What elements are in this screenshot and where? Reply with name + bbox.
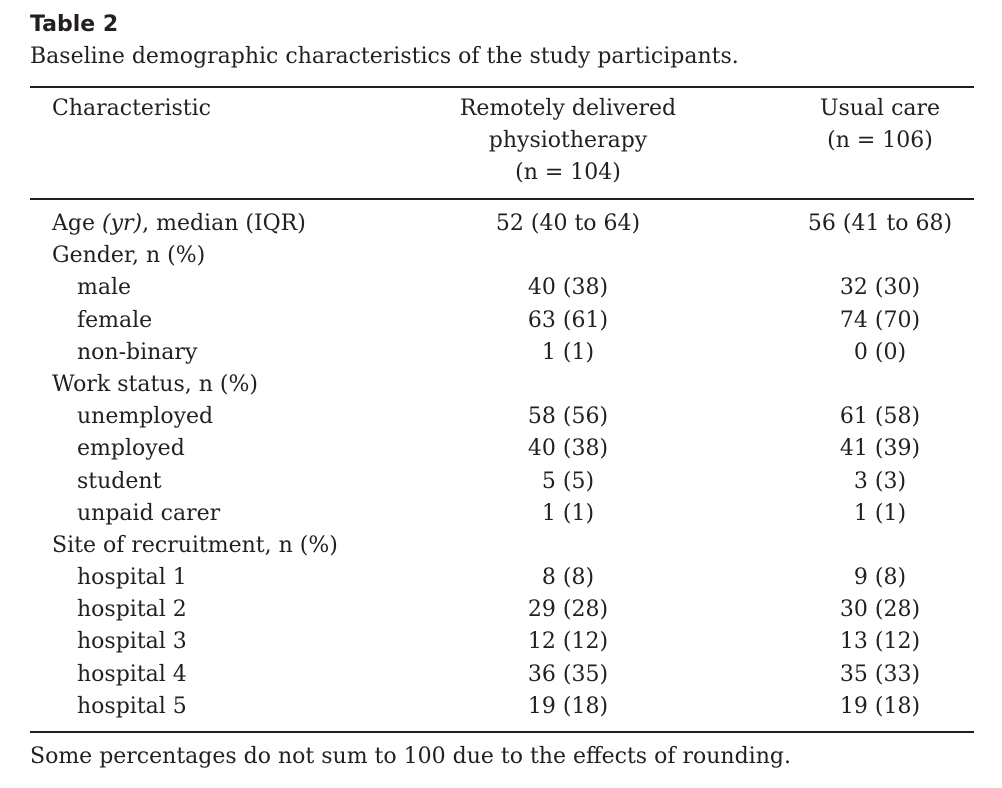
row-label-text: hospital 5 (77, 693, 187, 719)
cell-usual-care: 35 (33) (839, 661, 921, 687)
cell-remote-physiotherapy: 40 (38) (527, 436, 609, 462)
column-header-characteristic (52, 93, 211, 125)
cell-usual-care: 56 (41 to 68) (807, 211, 953, 236)
table-row (0, 530, 1002, 562)
table-header-rule (30, 198, 974, 200)
column-header-line: Characteristic (52, 96, 211, 121)
cell-remote-physiotherapy: 52 (40 to 64) (495, 211, 641, 236)
row-label-text: male (77, 275, 132, 301)
row-label (52, 369, 258, 401)
table-row (0, 208, 1002, 240)
column-header-line: (n = 106) (827, 128, 933, 153)
row-label-text: hospital 2 (77, 597, 187, 623)
cell-usual-care: 13 (12) (839, 629, 921, 655)
table-row (0, 240, 1002, 272)
row-label (77, 626, 187, 658)
column-header-line: Usual care (819, 96, 941, 121)
cell-remote-physiotherapy: 1 (1) (541, 339, 595, 365)
row-label (77, 401, 213, 433)
cell-remote-physiotherapy: 40 (38) (527, 275, 609, 301)
row-label (77, 659, 187, 691)
table-row (0, 626, 1002, 658)
row-label (52, 208, 306, 240)
table-label: Table 2 (30, 12, 119, 37)
cell-remote-physiotherapy: 29 (28) (527, 597, 609, 623)
row-label-text: unpaid carer (77, 500, 221, 526)
column-header-usual-care (780, 93, 980, 157)
row-label-text: Work status, n (%) (52, 371, 258, 397)
table-row (0, 562, 1002, 594)
row-label-unit: (yr) (101, 211, 143, 236)
row-label (77, 433, 185, 465)
cell-usual-care: 74 (70) (839, 307, 921, 333)
table-bottom-rule (30, 731, 974, 733)
cell-usual-care: 0 (0) (853, 339, 907, 365)
column-header-line: (n = 104) (515, 160, 621, 185)
cell-usual-care: 32 (30) (839, 275, 921, 301)
cell-remote-physiotherapy: 63 (61) (527, 307, 609, 333)
cell-usual-care: 30 (28) (839, 597, 921, 623)
table-caption: Baseline demographic characteristics of the study participants. (30, 44, 739, 69)
row-label-text: Age (52, 211, 102, 236)
cell-remote-physiotherapy: 8 (8) (541, 565, 595, 591)
table-row (0, 498, 1002, 530)
cell-usual-care: 19 (18) (839, 693, 921, 719)
table-row (0, 272, 1002, 304)
cell-usual-care: 1 (1) (853, 500, 907, 526)
cell-remote-physiotherapy: 19 (18) (527, 693, 609, 719)
table-row (0, 401, 1002, 433)
table-top-rule (30, 86, 974, 88)
cell-remote-physiotherapy: 58 (56) (527, 404, 609, 430)
table-row (0, 466, 1002, 498)
row-label (52, 530, 338, 562)
row-label (77, 272, 131, 304)
table-row (0, 369, 1002, 401)
row-label-text: Site of recruitment, n (%) (52, 532, 338, 558)
row-label-text: Gender, n (%) (52, 243, 206, 269)
table-body (0, 208, 1002, 723)
table-row (0, 691, 1002, 723)
table-row (0, 305, 1002, 337)
table-footnote: Some percentages do not sum to 100 due to the effects of rounding. (30, 744, 791, 769)
row-label-text: unemployed (77, 404, 214, 430)
row-label (52, 240, 205, 272)
row-label (77, 594, 187, 626)
row-label (77, 305, 152, 337)
column-header-line: Remotely delivered (459, 96, 677, 121)
row-label (77, 466, 161, 498)
cell-remote-physiotherapy: 36 (35) (527, 661, 609, 687)
cell-usual-care: 9 (8) (853, 565, 907, 591)
row-label-text: student (77, 468, 162, 494)
row-label (77, 691, 187, 723)
row-label-text: non-binary (77, 339, 198, 365)
row-label (77, 562, 187, 594)
cell-usual-care: 61 (58) (839, 404, 921, 430)
table-row (0, 659, 1002, 691)
column-header-line: physiotherapy (488, 128, 648, 153)
cell-usual-care: 41 (39) (839, 436, 921, 462)
row-label-text: hospital 4 (77, 661, 187, 687)
row-label-suffix: , median (IQR) (142, 211, 306, 236)
table-row (0, 594, 1002, 626)
row-label (77, 337, 197, 369)
cell-remote-physiotherapy: 12 (12) (527, 629, 609, 655)
row-label (77, 498, 220, 530)
row-label-text: hospital 3 (77, 629, 187, 655)
cell-remote-physiotherapy: 1 (1) (541, 500, 595, 526)
row-label-text: employed (77, 436, 185, 462)
cell-remote-physiotherapy: 5 (5) (541, 468, 595, 494)
column-header-remote-physiotherapy (418, 93, 718, 189)
table-row (0, 433, 1002, 465)
table-row (0, 337, 1002, 369)
cell-usual-care: 3 (3) (853, 468, 907, 494)
row-label-text: female (77, 307, 153, 333)
row-label-text: hospital 1 (77, 565, 187, 591)
